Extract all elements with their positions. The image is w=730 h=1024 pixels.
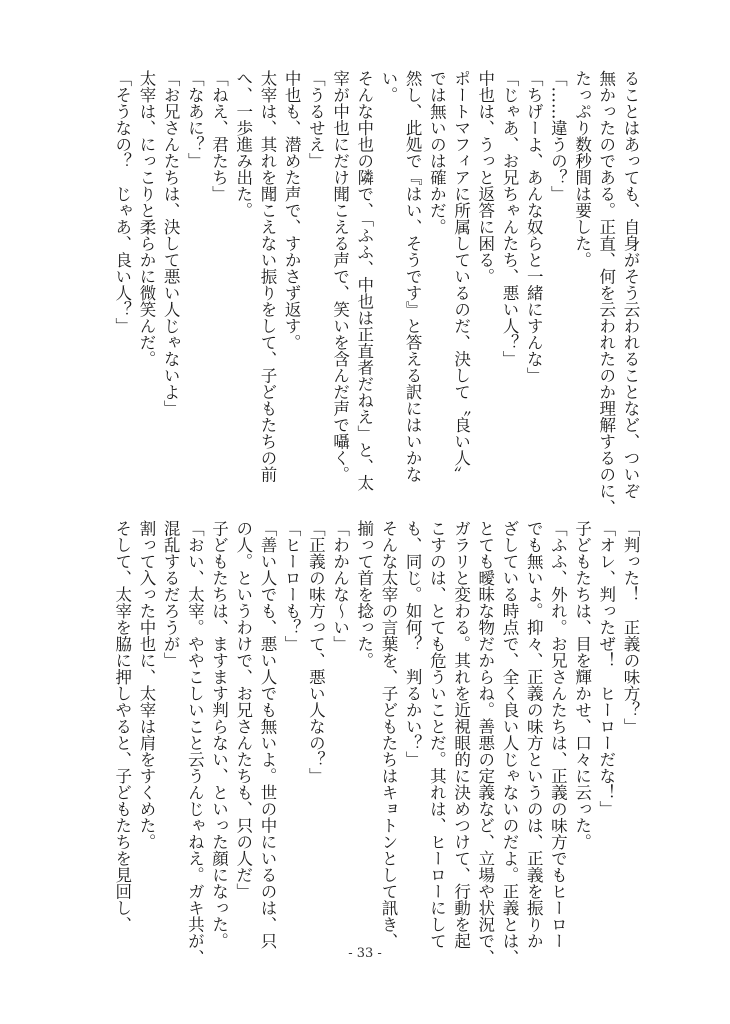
text-line: 「じゃあ、お兄ちゃんたち、悪い人？」 — [499, 70, 519, 367]
text-line: 「……違うの？」 — [548, 70, 568, 202]
page-number: - 33 - — [348, 946, 382, 961]
text-line: では無いのは確かだ。 — [427, 70, 447, 235]
text-line: ガラリと変わる。其れを近視眼的に決めつけて、行動を起 — [451, 520, 471, 949]
text-line: そんな中也の隣で、「ふふ、中也は正直者だねえ」と、太 — [354, 70, 374, 491]
text-line: 無かったのである。正直、何を云われたのか理解するのに、 — [596, 70, 616, 516]
text-line: そして、太宰を脇に押しやると、子どもたちを見回し、 — [112, 520, 132, 933]
text-line: 「うるせえ」 — [306, 70, 326, 169]
text-line: へ、一歩進み出た。 — [233, 70, 253, 219]
text-line: とても曖昧な物だからね。善悪の定義など、立場や状況で、 — [475, 520, 495, 966]
text-line: 「なあに？」 — [185, 70, 205, 169]
text-line: たっぷり数秒間は要した。 — [572, 70, 592, 268]
text-line: の人。というわけで、お兄さんたちも、只の人だ」 — [233, 520, 253, 900]
top-text-block — [110, 70, 642, 516]
text-line: 「判った！ 正義の味方？」 — [621, 520, 640, 735]
text-line: 「わかんな～い」 — [330, 520, 350, 652]
text-line: 然し、此処で『はい、そうです』と答える訳にはいかな — [403, 70, 423, 483]
text-line: 太宰は、其れを聞こえない振りをして、子どもたちの前 — [257, 70, 277, 483]
text-line: 子どもたちは、目を輝かせ、口々に云った。 — [572, 520, 592, 850]
text-line: 「おい、太宰。ややこしいこと云うんじゃねえ。ガキ共が、 — [185, 520, 205, 966]
text-line: 「善い人でも、悪い人でも無いよ。世の中にいるのは、只 — [257, 520, 277, 949]
text-line: ざしている時点で、全く良い人じゃないのだよ。正義とは、 — [499, 520, 519, 966]
text-line: 「そうなの？ じゃあ、良い人？」 — [112, 70, 132, 334]
text-line: そんな太宰の言葉を、子どもたちはキョトンとして訊き、 — [378, 520, 398, 949]
text-line: ポートマフィアに所属しているのだ、決して〝良い人〟 — [451, 70, 471, 483]
text-line: 宰が中也にだけ聞こえる声で、笑いを含んだ声で囁く。 — [330, 70, 350, 483]
text-line: 「ちげーよ、あんな奴らと一緒にすんな」 — [524, 70, 544, 384]
text-line: 太宰は、にっこりと柔らかに微笑んだ。 — [136, 70, 156, 367]
text-line: 混乱するだろうが」 — [161, 520, 181, 669]
text-line: 「ふふ、外れ。お兄さんたちは、正義の味方でもヒーロー — [548, 520, 568, 949]
text-line: 「正義の味方って、悪い人なの？」 — [306, 520, 326, 784]
text-line: 「オレ、判ったぜ！ ヒーローだな！」 — [596, 520, 616, 817]
text-line: 揃って首を捻った。 — [354, 520, 374, 669]
text-line: い。 — [378, 70, 398, 103]
text-line: 割って入った中也に、太宰は肩をすくめた。 — [136, 520, 156, 850]
text-line: 子どもたちは、ますます判らない、といった顔になった。 — [209, 520, 229, 949]
text-line: でも無いよ。抑々、正義の味方というのは、正義を振りか — [524, 520, 544, 949]
text-line: ることはあっても、自身がそう云われることなど、ついぞ — [621, 70, 640, 499]
text-line: 中也は、うっと返答に困る。 — [475, 70, 495, 285]
text-line: も、同じ。如何？ 判るかい？」 — [403, 520, 423, 768]
text-line: 中也も、潜めた声で、すかさず返す。 — [282, 70, 302, 351]
text-line: こすのは、とても危ういことだ。其れは、ヒーローにして — [427, 520, 447, 949]
text-line: 「お兄さんたちは、決して悪い人じゃないよ」 — [161, 70, 181, 417]
text-line: 「ねえ、君たち」 — [209, 70, 229, 202]
text-line: 「ヒーローも？」 — [282, 520, 302, 652]
